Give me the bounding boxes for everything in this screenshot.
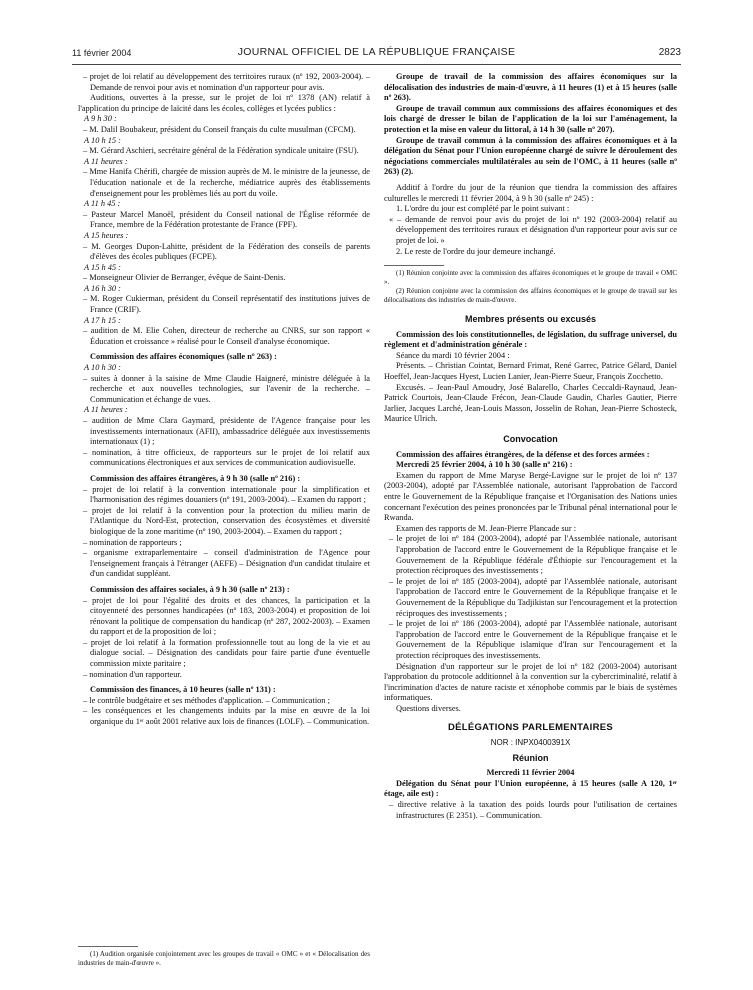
page-number: 2823 xyxy=(658,47,681,58)
present-list: Présents. – Christian Cointat, Bernard Frimat, René Garrec, Patrice Gélard, Daniel Hoeffel, Jean-Jacques Hyest, Lucien Lanier, Jean-Pierre Sueur, François Zocchetto. xyxy=(384,361,677,382)
time-slot: A 15 heures : xyxy=(84,230,129,240)
paragraph: Examen du rapport de Mme Maryse Bergé-Lavigne sur le projet de loi nº 137 (2003-2004), adopté par l'Assemblée nationale, autorisant l'approbation de l'accord entre le Gouvernement de la République française et l'Organisation des Nations unies concernant l'exécution des peines prononcées par le Tribunal pénal international pour le Rwanda. xyxy=(384,470,677,523)
header-title: JOURNAL OFFICIEL DE LA RÉPUBLIQUE FRANÇAISE xyxy=(237,46,516,58)
commission-heading: Commission des lois constitutionnelles, de législation, du suffrage universel, du règlement et d'administration générale : xyxy=(384,329,677,350)
page-header xyxy=(72,46,681,60)
paragraph: Désignation d'un rapporteur sur le projet de loi nº 182 (2003-2004) autorisant l'approbation du protocole additionnel à la convention sur la cybercriminalité, relatif à l'incrimination d'actes de nature raciste et xénophobe commis par le biais de systèmes informatiques. xyxy=(384,661,677,703)
commission-heading: Commission des affaires économiques (salle nº 263) : xyxy=(90,352,277,362)
agenda-item: – projet de loi pour l'égalité des droits et des chances, la participation et la citoyenneté des personnes handicapées (nº 183, 2003-2004) et proposition de loi rénovant la politique de compensation du handicap (nº 287, 2002-2003). – Examen du rapport et de la proposition de loi ; xyxy=(83,595,370,637)
agenda-item: – audition de Mme Clara Gaymard, présidente de l'Agence française pour les investissements internationaux (AFII), ambassadrice déléguée aux investissements internationaux (1) ; xyxy=(83,416,370,447)
addendum-point: 2. Le reste de l'ordre du jour demeure inchangé. xyxy=(396,246,556,256)
agenda-item: – projet de loi relatif à la convention pour la protection du milieu marin de l'Atlantique du Nord-Est, protection, conservation des écosystèmes et diversité biologique de la zone maritime (nº 190, 2003-2004). – Examen du rapport ; xyxy=(83,505,370,536)
header-date: 11 février 2004 xyxy=(72,48,132,58)
agenda-item: – projet de loi relatif à la convention internationale pour la simplification et l'harmonisation des régimes douaniers (nº 191, 2003-2004). – Examen du rapport ; xyxy=(83,484,370,505)
addendum: Additif à l'ordre du jour de la réunion que tiendra la commission des affaires culturelles le mercredi 11 février 2004, à 9 h 30 (salle nº 245) : xyxy=(384,182,677,203)
time-slot: A 17 h 15 : xyxy=(84,315,121,325)
agenda-item: – le projet de loi nº 184 (2003-2004), adopté par l'Assemblée nationale, autorisant l'approbation de l'accord entre le Gouvernement de la République française et le Gouvernement de la République fédérale d'Éthiopie sur l'encouragement et la protection réciproques des investissements ; xyxy=(389,534,677,576)
time-slot: A 15 h 45 : xyxy=(84,262,121,272)
right-column xyxy=(384,72,677,821)
agenda-item: – le projet de loi nº 185 (2003-2004), adopté par l'Assemblée nationale, autorisant l'approbation de l'accord entre le Gouvernement de la République française et le Gouvernement de la République du Tadjikistan sur l'encouragement et la protection réciproques des investissements ; xyxy=(389,576,677,618)
time-slot: A 11 heures : xyxy=(84,405,128,415)
footnote-rule xyxy=(384,265,444,266)
paragraph: Questions diverses. xyxy=(396,703,461,713)
time-slot: A 10 h 15 : xyxy=(84,135,121,145)
session-date: Séance du mardi 10 février 2004 : xyxy=(396,350,510,360)
agenda-item: – suites à donner à la saisine de Mme Claudie Haigneré, ministre déléguée à la recherche et aux nouvelles technologies, sur l'avenir de la recherche. – Communication et échange de vues. xyxy=(83,373,370,404)
agenda-item: – M. Georges Dupon-Lahitte, président de la Fédération des conseils de parents d'élèves des écoles publiques (FCPE). xyxy=(83,241,370,262)
commission-heading: Commission des affaires étrangères, de la défense et des forces armées : xyxy=(396,449,650,459)
agenda-item: – Mme Hanifa Chérifi, chargée de mission auprès de M. le ministre de la jeunesse, de l'éducation nationale et de la recherche, médiatrice auprès des établissements d'enseignement pour les problèmes liés au port du voile. xyxy=(83,167,370,198)
paragraph: Auditions, ouvertes à la presse, sur le projet de loi nº 1378 (AN) relatif à l'application du principe de laïcité dans les écoles, collèges et lycées publics : xyxy=(78,93,370,113)
section-title-members: Membres présents ou excusés xyxy=(464,314,597,325)
agenda-item: – le projet de loi nº 186 (2003-2004), adopté par l'Assemblée nationale, autorisant l'approbation de l'accord entre le Gouvernement de la République française et le Gouvernement de la République islamique d'Iran sur l'encouragement et la protection réciproques des investissements. xyxy=(389,619,677,660)
agenda-item: – M. Dalil Boubakeur, président du Conseil français du culte musulman (CFCM). xyxy=(83,124,356,134)
time-slot: A 16 h 30 : xyxy=(84,283,121,293)
footnote: (2) Réunion conjointe avec la commission des affaires économiques et le groupe de travail sur les délocalisations des industries de main-d'œuvre. xyxy=(384,287,677,305)
agenda-item: – les conséquences et les changements induits par la mise en œuvre de la loi organique du 1ᵉʳ août 2001 relative aux lois de finances (LOLF). – Communication. xyxy=(83,706,370,727)
agenda-item: – Monseigneur Olivier de Berranger, évêque de Saint-Denis. xyxy=(83,273,286,283)
commission-heading: Commission des affaires étrangères, à 9 h 30 (salle nº 216) : xyxy=(90,473,301,483)
left-footnotes xyxy=(78,938,370,968)
footnote: (1) Réunion conjointe avec la commission des affaires économiques et le groupe de travail « OMC ». xyxy=(384,269,677,287)
workgroup-heading: Groupe de travail commun aux commissions des affaires économiques et des lois chargé de dresser le bilan de l'application de la loi sur l'aménagement, la protection et la mise en valeur du littoral, à 14 h 30 (salle nº 207). xyxy=(384,103,677,134)
meeting-date: Mercredi 25 février 2004, à 10 h 30 (salle nº 216) : xyxy=(396,460,573,470)
agenda-item: – audition de M. Elie Cohen, directeur de recherche au CNRS, sur son rapport « Éducation et croissance » réalisé pour le Conseil d'analyse économique. xyxy=(83,326,370,346)
agenda-item: – nomination de rapporteurs ; xyxy=(83,537,182,547)
addendum-point: 1. L'ordre du jour est complété par le point suivant : xyxy=(396,204,570,214)
agenda-item: – organisme extraparlementaire – conseil d'administration de l'Agence pour l'enseignement français à l'étranger (AEFE) – Désignation d'un candidat titulaire et d'un candidat suppléant. xyxy=(83,548,370,579)
agenda-item: – projet de loi relatif à la formation professionnelle tout au long de la vie et au dialogue social. – Désignation des candidats pour faire partie d'une éventuelle commission mixte paritaire ; xyxy=(83,637,370,669)
section-title-reunion: Réunion xyxy=(512,752,549,763)
agenda-item: – M. Gérard Aschieri, secrétaire général de la Fédération syndicale unitaire (FSU). xyxy=(83,146,359,156)
delegation-heading: Délégation du Sénat pour l'Union européenne, à 15 heures (salle A 120, 1ᵉʳ étage, aile est) : xyxy=(384,778,677,799)
time-slot: A 11 heures : xyxy=(84,156,128,166)
agenda-item: – Pasteur Marcel Manoël, président du Conseil national de l'Église réformée de France, membre de la Fédération protestante de France (FPF). xyxy=(83,209,370,230)
agenda-item: – projet de loi relatif au développement des territoires ruraux (nº 192, 2003-2004). – Demande de renvoi pour avis et nomination d'un rapporteur pour avis. xyxy=(83,72,370,92)
left-column xyxy=(78,72,370,728)
workgroup-heading: Groupe de travail de la commission des affaires économiques sur la délocalisation des industries de main-d'œuvre, à 11 heures (1) et à 15 heures (salle nº 263). xyxy=(384,72,677,103)
meeting-date: Mercredi 11 février 2004 xyxy=(486,768,575,778)
agenda-item: – nomination d'un rapporteur. xyxy=(83,669,182,679)
time-slot: A 11 h 45 : xyxy=(84,199,121,209)
time-slot: A 9 h 30 : xyxy=(84,114,117,124)
paragraph: Examen des rapports de M. Jean-Pierre Plancade sur : xyxy=(396,523,577,533)
addendum-point: « – demande de renvoi pour avis du projet de loi nº 192 (2003-2004) relatif au développement des territoires ruraux et désignation d'un rapporteur pour avis sur ce projet de loi. » xyxy=(389,214,677,245)
commission-heading: Commission des affaires sociales, à 9 h 30 (salle nº 213) : xyxy=(90,584,290,594)
header-rule xyxy=(72,64,681,65)
agenda-item: – directive relative à la taxation des poids lourds pour l'utilisation de certaines infrastructures (E 2351). – Communication. xyxy=(389,800,677,820)
agenda-item: – le contrôle budgétaire et ses méthodes d'application. – Communication ; xyxy=(83,695,330,705)
commission-heading: Commission des finances, à 10 heures (salle nº 131) : xyxy=(90,685,276,695)
agenda-item: – nomination, à titre officieux, de rapporteurs sur le projet de loi relatif aux communications électroniques et aux services de communication audiovisuelle. xyxy=(83,447,370,468)
nor-reference: NOR : INPX0400391X xyxy=(490,738,571,748)
footnote-rule xyxy=(78,946,138,947)
workgroup-heading: Groupe de travail commun à la commission des affaires économiques et à la délégation du Sénat pour l'Union européenne chargé de suivre le déroulement des négociations commerciales multilatérales au sein de l'OMC, à 11 heures (salle nº 263) (2). xyxy=(384,135,677,177)
footnote: (1) Audition organisée conjointement avec les groupes de travail « OMC » et « Délocalisation des industries de main-d'œuvre ». xyxy=(78,950,370,967)
agenda-item: – M. Roger Cukierman, président du Conseil représentatif des institutions juives de France (CRIF). xyxy=(83,294,370,315)
excused-list: Excusés. – Jean-Paul Amoudry, José Balarello, Charles Ceccaldi-Raynaud, Jean-Patrick Courtois, Jean-Claude Frécon, Jean-Claude Gaudin, Charles Gautier, Pierre Jarlier, Jacques Larché, Jean-Louis Masson, Josselin de Rohan, Jean-Pierre Schosteck, Maurice Ulrich. xyxy=(384,382,677,424)
section-title-delegations: DÉLÉGATIONS PARLEMENTAIRES xyxy=(447,722,614,734)
time-slot: A 10 h 30 : xyxy=(84,363,121,373)
section-title-convocation: Convocation xyxy=(503,434,558,445)
